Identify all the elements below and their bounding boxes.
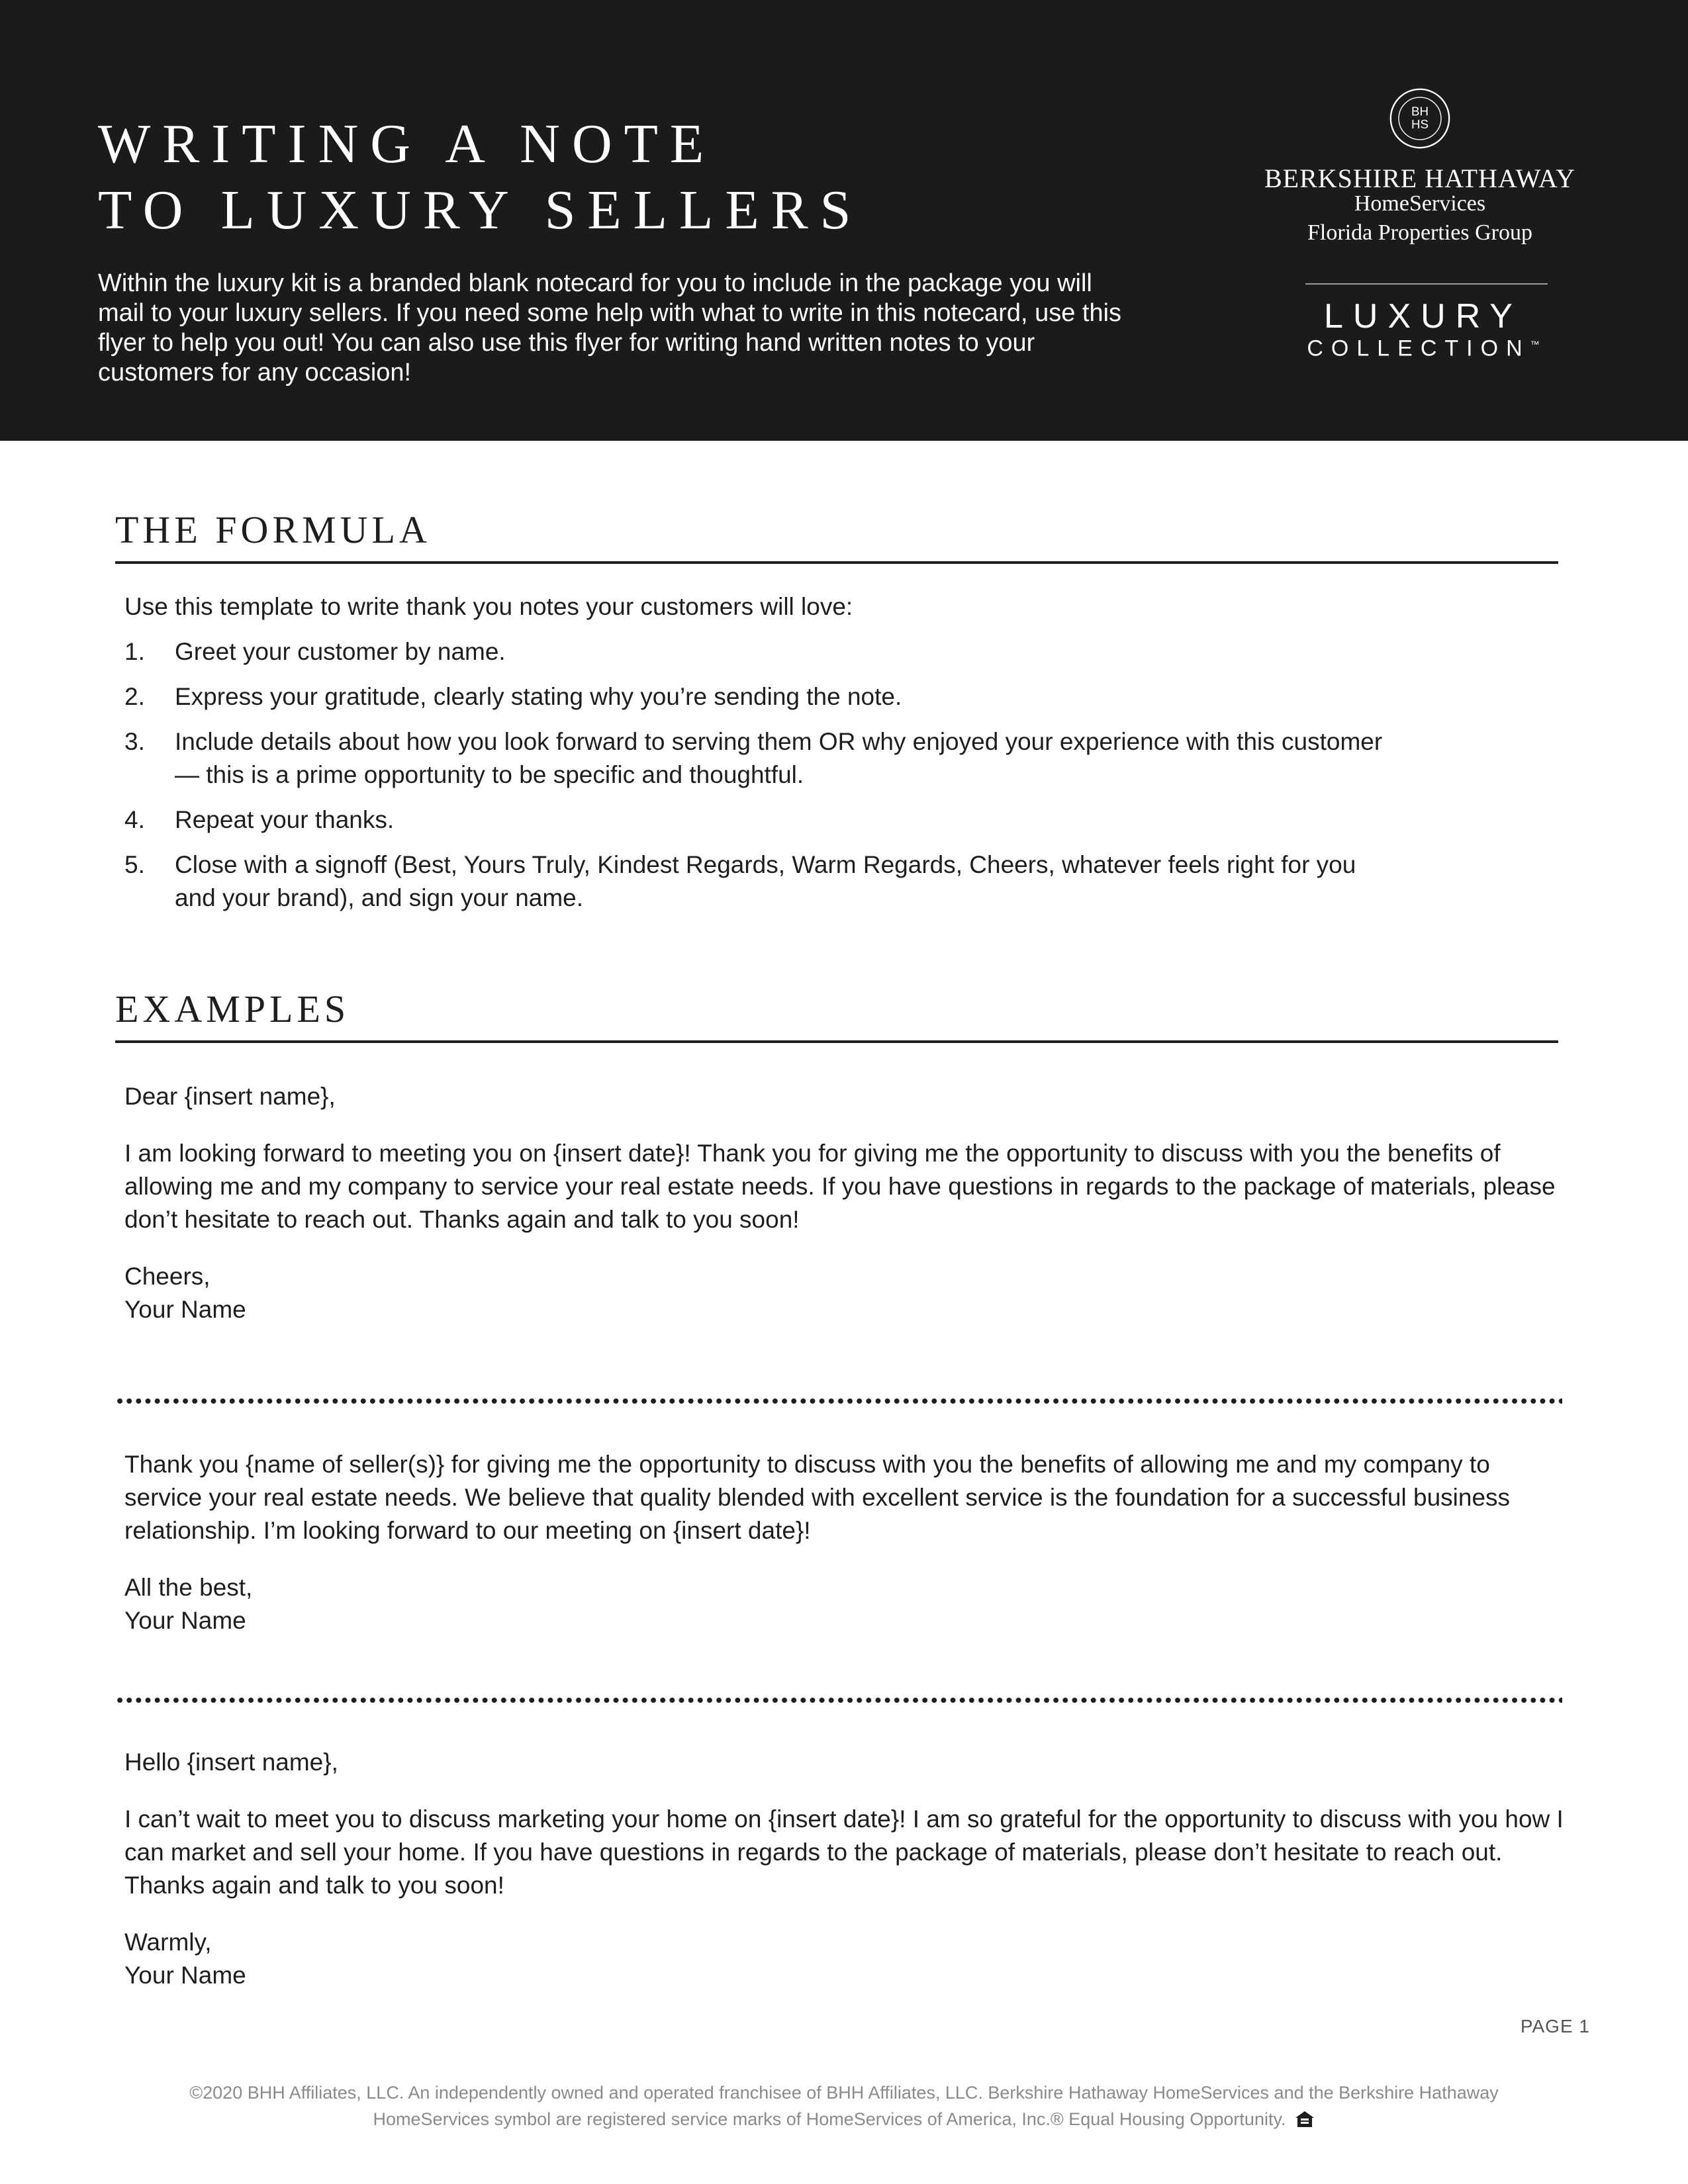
formula-heading: THE FORMULA (115, 508, 431, 551)
legal-footer (99, 2079, 1589, 2132)
formula-step (124, 725, 1395, 792)
seal-text-bottom: HS (1411, 117, 1429, 132)
equal-housing-icon (1295, 2111, 1315, 2128)
formula-step (124, 680, 1395, 713)
example-body: I am looking forward to meeting you on {insert date}! Thank you for giving me the opportunity to discuss with you the benefits of allowing me and my company to service your real estate needs. If you have questions in regards to the package of materials, please don’t hesitate to reach out. Thanks again and talk to you soon! (124, 1140, 1556, 1233)
example-signature: Your Name (124, 1296, 246, 1323)
trademark-symbol: ™ (1530, 339, 1540, 349)
formula-step (124, 803, 1395, 837)
seal-text-top: BH (1411, 104, 1429, 118)
example-signoff: Cheers, (124, 1263, 211, 1290)
examples-rule (115, 1040, 1558, 1043)
formula-intro: Use this template to write thank you notes your customers will love: (124, 593, 853, 620)
footer-line-2 (99, 2106, 1589, 2132)
step-text: Close with a signoff (Best, Yours Truly, Kindest Regards, Warm Regards, Cheers, whatever feels right for you and your brand), and sign your name. (175, 851, 1356, 911)
example-signature: Your Name (124, 1962, 246, 1989)
brand-divider (1305, 283, 1548, 285)
example-note-2 (124, 1448, 1568, 1637)
collection-text: COLLECTION (1307, 336, 1530, 361)
step-text: Include details about how you look forward to serving them OR why enjoyed your experience with this customer — this is a prime opportunity to be specific and thoughtful. (175, 728, 1383, 788)
step-number: 1. (124, 638, 145, 665)
example-greeting: Hello {insert name}, (124, 1749, 338, 1776)
brand-subtitle: HomeServices (1354, 191, 1486, 216)
example-signoff: Warmly, (124, 1929, 212, 1956)
step-text: Repeat your thanks. (175, 806, 395, 833)
brand-group: Florida Properties Group (1307, 220, 1532, 245)
formula-steps (124, 635, 1395, 927)
step-text: Greet your customer by name. (175, 638, 506, 665)
header-banner (0, 0, 1688, 441)
step-number: 4. (124, 806, 145, 833)
collection-wordmark (1258, 331, 1589, 361)
dotted-divider (115, 1398, 1562, 1404)
page-number: PAGE 1 (1520, 2016, 1590, 2036)
step-text: Express your gratitude, clearly stating why you’re sending the note. (175, 683, 902, 710)
example-note-3 (124, 1746, 1568, 1992)
formula-step (124, 635, 1395, 668)
formula-rule (115, 561, 1558, 564)
example-signature: Your Name (124, 1607, 246, 1634)
example-signoff: All the best, (124, 1574, 253, 1601)
luxury-wordmark: LUXURY (1323, 297, 1523, 336)
page-title (98, 111, 863, 244)
intro-text: Within the luxury kit is a branded blank notecard for you to include in the package you will mail to your luxury sellers. If you need some help with what to write in this notecard, use this flyer to help you out! You can also use this flyer for writing hand written notes to your customers for any occasion! (98, 269, 1122, 387)
example-greeting: Dear {insert name}, (124, 1083, 336, 1110)
example-note-1 (124, 1080, 1568, 1326)
footer-line-2-text: HomeServices symbol are registered service marks of HomeServices of America, Inc.® Equal Housing Opportunity. (373, 2109, 1286, 2129)
title-line-1: WRITING A NOTE (98, 113, 716, 175)
bhhs-seal-logo (1389, 87, 1451, 150)
step-number: 2. (124, 683, 145, 710)
formula-step (124, 848, 1395, 915)
title-line-2: TO LUXURY SELLERS (98, 179, 863, 241)
step-number: 3. (124, 728, 145, 755)
example-body: I can’t wait to meet you to discuss marketing your home on {insert date}! I am so grateful for the opportunity to discuss with you how I can market and sell your home. If you have questions in regards to the package of materials, please don’t hesitate to reach out. Thanks again and talk to you soon! (124, 1805, 1564, 1899)
examples-heading: EXAMPLES (115, 987, 350, 1030)
brand-name: BERKSHIRE HATHAWAY (1264, 163, 1575, 193)
dotted-divider (115, 1698, 1562, 1703)
step-number: 5. (124, 851, 145, 878)
footer-line-1: ©2020 BHH Affiliates, LLC. An independently owned and operated franchisee of BHH Affiliates, LLC. Berkshire Hathaway HomeServices and the Berkshire Hathaway (189, 2083, 1499, 2103)
example-body: Thank you {name of seller(s)} for giving me the opportunity to discuss with you the benefits of allowing me and my company to service your real estate needs. We believe that quality blended with excellent service is the foundation for a successful business relationship. I’m looking forward to our meeting on {insert date}! (124, 1451, 1511, 1544)
